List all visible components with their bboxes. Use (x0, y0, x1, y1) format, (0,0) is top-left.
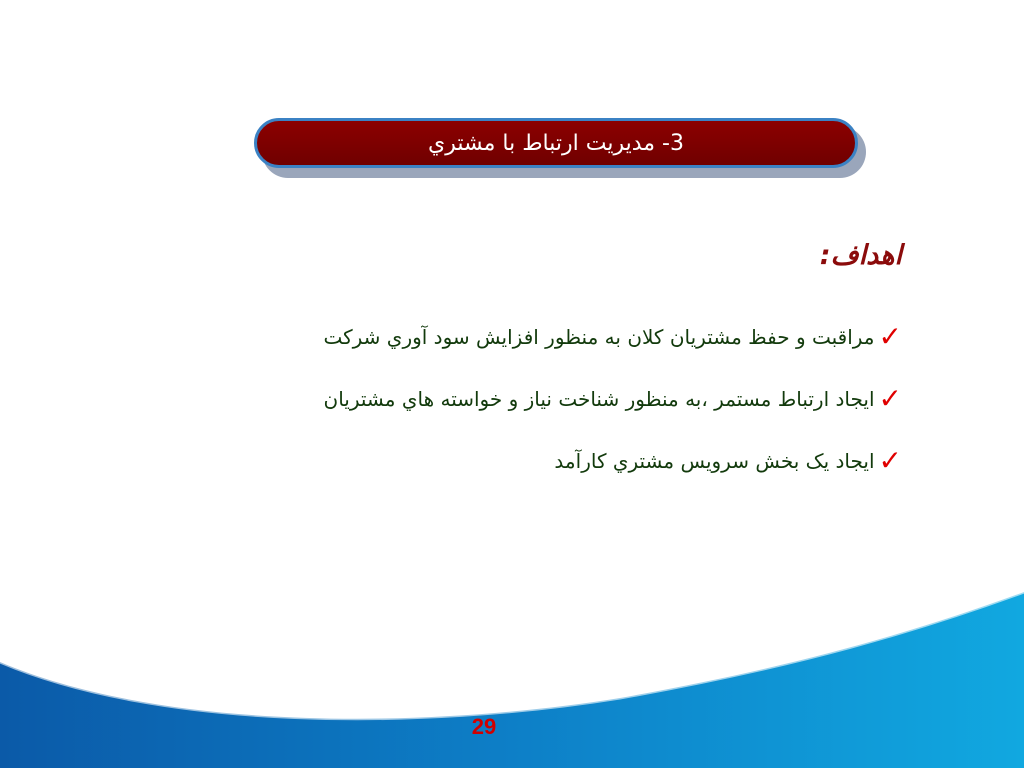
checkmark-icon: ✓ (878, 444, 902, 477)
goals-heading: اهداف: (819, 240, 902, 271)
slide-title: 3- مديريت ارتباط با مشتري (427, 130, 684, 156)
page-number: 29 (471, 714, 497, 739)
list-item-text: مراقبت و حفظ مشتريان كلان به منظور افزايش سود آوري شركت (323, 325, 875, 349)
list-item (323, 430, 902, 492)
title-banner (254, 118, 858, 168)
list-item-text: ايجاد ارتباط مستمر ،به منظور شناخت نياز و خواسته هاي مشتريان (323, 387, 875, 411)
list-item-text: ايجاد يک بخش سرويس مشتري كارآمد (554, 449, 875, 473)
list-item (323, 306, 902, 368)
checkmark-icon: ✓ (878, 320, 902, 353)
list-item (323, 368, 902, 430)
goals-list (323, 306, 902, 492)
checkmark-icon: ✓ (878, 382, 902, 415)
